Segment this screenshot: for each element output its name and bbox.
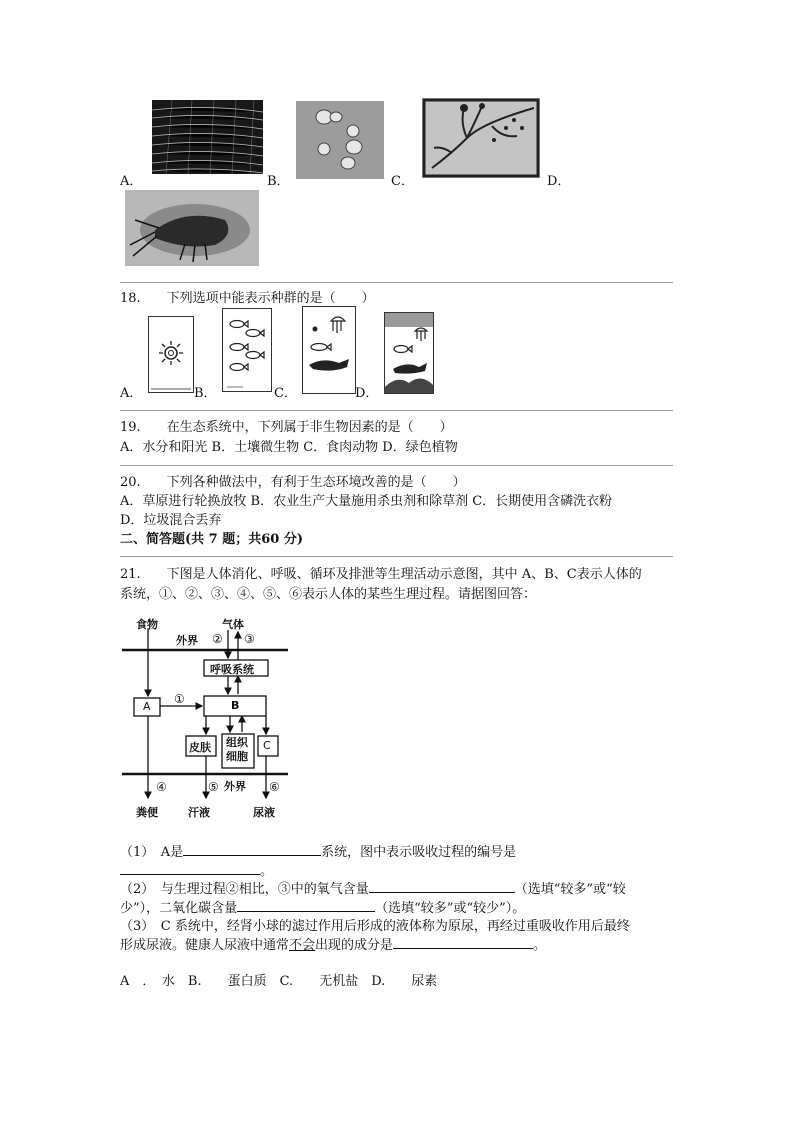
whale-icon xyxy=(309,359,349,371)
label-gas: 气体 xyxy=(222,618,244,631)
label-process-1: ① xyxy=(174,692,185,706)
answer-blank-4[interactable] xyxy=(237,899,375,912)
divider xyxy=(120,410,673,411)
q20-options-line2: D．垃圾混合丢弃 xyxy=(120,513,222,528)
q18-panel-c xyxy=(302,306,356,394)
q21-part3-line1: （3） C 系统中，经肾小球的滤过作用后形成的液体称为原尿，再经过重吸收作用后最终 xyxy=(120,919,630,934)
mold-hyphae-micrograph xyxy=(422,98,540,178)
q21-stem-line2: 系统，①、②、③、④、⑤、⑥表示人体的某些生理过程。请据图回答： xyxy=(120,587,537,602)
label-process-3: ③ xyxy=(244,632,255,646)
q21-part3-line2 xyxy=(120,934,546,953)
q18-option-c-label: C． xyxy=(274,386,297,401)
q21-part1 xyxy=(120,841,516,860)
q21-part1-text-a: （1） A是 xyxy=(120,845,184,860)
q21-part1-text-b: 系统，图中表示吸收过程的编号是 xyxy=(321,845,517,860)
q18-option-d-label: D． xyxy=(355,386,379,401)
q21-part3-text-d: 。 xyxy=(533,938,547,953)
q17-option-c-label: C． xyxy=(391,174,414,189)
q20-stem: 20. 下列各种做法中，有利于生态环境改善的是（ ） xyxy=(120,475,466,490)
sun-icon xyxy=(159,341,183,365)
q18-panel-b xyxy=(222,308,272,392)
q21-part3-text-c: 出现的成分是 xyxy=(315,938,394,953)
q21-choices: A ． 水 B. 蛋白质 C. 无机盐 D. 尿素 xyxy=(120,974,438,989)
q21-stem-line1: 21. 下图是人体消化、呼吸、循环及排泄等生理活动示意图，其中 A、B、C表示人体的 xyxy=(120,567,642,582)
q18-option-b-label: B． xyxy=(194,386,217,401)
divider xyxy=(120,465,673,466)
label-tissue-line2: 细胞 xyxy=(226,750,248,763)
fish-icon xyxy=(230,321,264,371)
q21-part2-text-d: （选填“较多”或“较少”）。 xyxy=(375,901,526,916)
yeast-cells-micrograph xyxy=(296,101,384,179)
answer-blank-5[interactable] xyxy=(393,936,533,949)
jellyfish-icon xyxy=(331,317,345,333)
q17-option-a-label: A． xyxy=(120,174,143,189)
q21-part3-underlined: 不会 xyxy=(289,938,316,953)
label-box-b: B xyxy=(231,699,240,712)
label-process-5: ⑤ xyxy=(208,780,219,794)
label-skin: 皮肤 xyxy=(189,741,211,754)
label-food: 食物 xyxy=(136,618,158,631)
divider xyxy=(120,282,673,283)
label-process-4: ④ xyxy=(156,780,167,794)
q17-option-d-label: D． xyxy=(547,174,571,189)
q21-part3-text-b: 形成尿液。健康人尿液中通常 xyxy=(120,938,290,953)
label-sweat: 汗液 xyxy=(188,806,210,819)
q21-part2-text-b: （选填“较多”或“较 xyxy=(514,882,626,897)
divider xyxy=(120,556,673,557)
q20-options-line1: A．草原进行轮换放牧 B．农业生产大量施用杀虫剂和除草剂 C．长期使用含磷洗衣粉 xyxy=(120,494,613,509)
q21-part2 xyxy=(120,878,626,897)
answer-blank-1[interactable] xyxy=(183,843,321,856)
label-urine: 尿液 xyxy=(253,806,275,819)
q19-stem: 19. 在生态系统中，下列属于非生物因素的是（ ） xyxy=(120,420,453,435)
q21-part2-line2 xyxy=(120,897,525,916)
fish-icon xyxy=(313,327,318,332)
shrimp-photo xyxy=(125,190,259,266)
q21-part2-text-a: （2） 与生理过程②相比，③中的氧气含量 xyxy=(120,882,369,897)
q18-stem: 18. 下列选项中能表示种群的是（ ） xyxy=(120,291,375,306)
label-respiratory-system: 呼吸系统 xyxy=(210,663,254,676)
label-outside-bottom: 外界 xyxy=(224,780,246,793)
answer-blank-3[interactable] xyxy=(369,880,515,893)
q21-part1-text-c: 。 xyxy=(260,864,274,879)
q18-option-a-label: A． xyxy=(120,386,143,401)
q18-panel-a xyxy=(148,316,194,393)
label-process-2: ② xyxy=(212,632,223,646)
label-tissue-line1: 组织 xyxy=(226,736,248,749)
label-process-6: ⑥ xyxy=(269,780,280,794)
muscle-tissue-micrograph xyxy=(152,100,263,174)
label-tissue xyxy=(226,736,248,764)
label-box-a: A xyxy=(143,700,151,713)
answer-blank-2[interactable] xyxy=(120,862,260,875)
label-outside-top: 外界 xyxy=(176,634,198,647)
section-heading: 二、简答题(共 7 题；共60 分) xyxy=(120,532,304,547)
physiology-diagram xyxy=(118,612,298,822)
q17-option-b-label: B． xyxy=(267,174,290,189)
q21-part2-text-c: 少”），二氧化碳含量 xyxy=(120,901,238,916)
q19-options: A．水分和阳光 B．土壤微生物 C．食肉动物 D．绿色植物 xyxy=(120,440,458,455)
q18-panel-d xyxy=(384,312,434,394)
q21-part1-line2 xyxy=(120,860,273,879)
label-box-c: C xyxy=(263,739,271,752)
label-feces: 粪便 xyxy=(136,806,158,819)
